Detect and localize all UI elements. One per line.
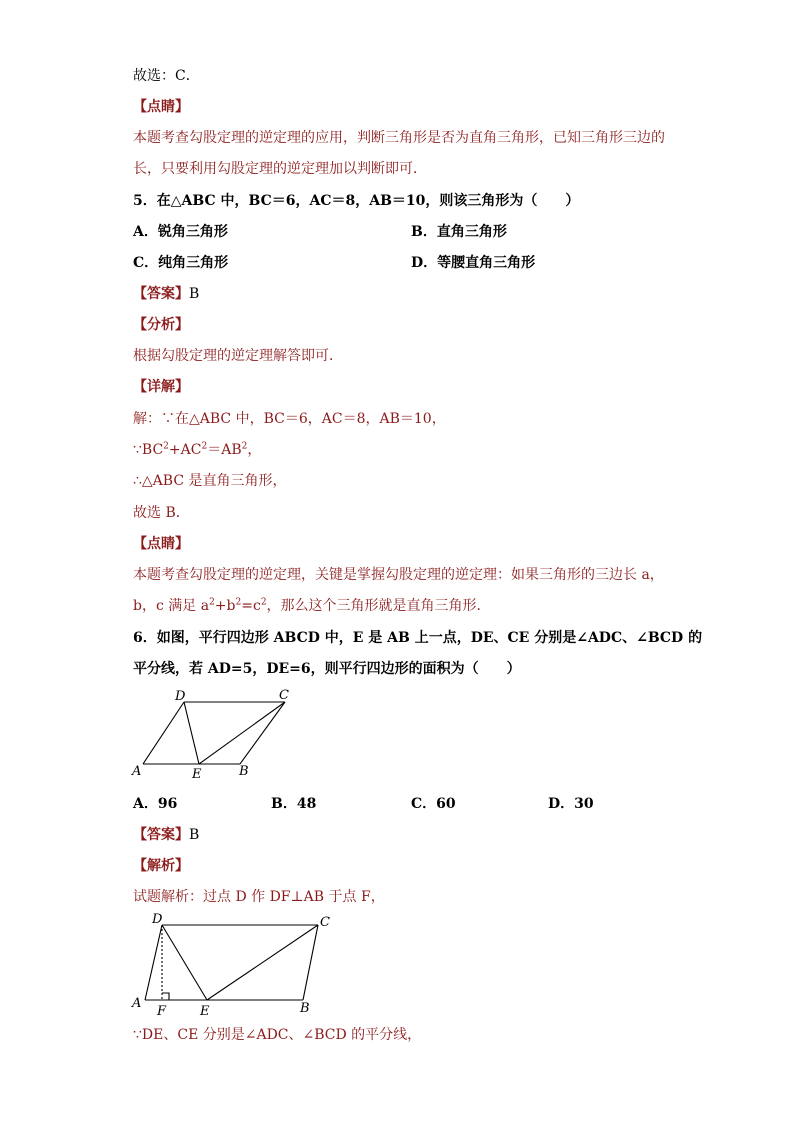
formula-part: ＝AB [207, 442, 242, 458]
answer-tag: 【答案】 [133, 286, 189, 302]
formula-part: ， [247, 442, 262, 458]
formula-part: ，那么这个三角形就是直角三角形． [266, 598, 491, 614]
answer-value: B [189, 286, 200, 302]
q6-option-a: A．96 [133, 796, 178, 812]
q6-option-d: D．30 [548, 796, 594, 812]
edge-bc [303, 925, 318, 1000]
formula-part: ∵BC [133, 442, 164, 458]
question-6-stem-2: 平分线，若 AD=5，DE=6，则平行四边形的面积为（ ） [133, 661, 521, 677]
solution-line-2 [133, 441, 261, 459]
q5-option-b: B．直角三角形 [411, 224, 507, 240]
comment-line-2 [133, 597, 491, 615]
superscript: 2 [260, 597, 267, 608]
label-e: E [200, 1004, 210, 1019]
superscript: 2 [163, 441, 169, 452]
answer-value: B [189, 827, 200, 843]
label-c: C [279, 688, 289, 703]
section-tag-jiexi: 【解析】 [133, 858, 189, 874]
segment-de [162, 925, 207, 1000]
answer-tag: 【答案】 [133, 827, 189, 843]
segment-ce [207, 925, 318, 1000]
question-5-stem: 5．在△ABC 中，BC＝6，AC＝8，AB＝10，则该三角形为（ ） [133, 193, 580, 209]
q6-option-b: B．48 [271, 796, 317, 812]
question-6-stem-1: 6．如图，平行四边形 ABCD 中，E 是 AB 上一点，DE、CE 分别是∠ADC、∠BCD 的 [133, 630, 703, 646]
section-tag-dianjing-2: 【点睛】 [133, 536, 189, 552]
explanation-line-1: 试题解析：过点 D 作 DF⊥AB 于点 F， [133, 889, 385, 905]
explanation-line-2: ∵DE、CE 分别是∠ADC、∠BCD 的平分线， [133, 1027, 422, 1043]
formula-part: b，c 满足 a [133, 598, 210, 614]
label-b: B [239, 764, 249, 779]
q5-option-a: A．锐角三角形 [133, 224, 228, 240]
label-d: D [175, 689, 186, 704]
superscript: 2 [235, 597, 242, 608]
label-a: A [132, 996, 142, 1011]
label-f: F [157, 1004, 167, 1019]
segment-ce [199, 702, 285, 764]
q5-option-c: C．纯角三角形 [133, 255, 229, 271]
comment-line-1: 本题考查勾股定理的逆定理，关键是掌握勾股定理的逆定理：如果三角形的三边长 a， [133, 567, 664, 583]
edge-bc [240, 702, 285, 764]
formula-part: +b [214, 598, 236, 614]
q5-answer [133, 285, 199, 303]
superscript: 2 [201, 441, 208, 452]
solution-line-3: ∴△ABC 是直角三角形， [133, 473, 287, 489]
paragraph-comment-2: 长，只要利用勾股定理的逆定理加以判断即可． [133, 161, 427, 177]
section-tag-fenxi: 【分析】 [133, 317, 189, 333]
superscript: 2 [241, 441, 248, 452]
line-conclusion-c: 故选：C． [133, 68, 200, 84]
label-a: A [132, 764, 142, 779]
parallelogram-figure-1 [128, 686, 298, 781]
edge-da [143, 702, 184, 764]
formula-part: +AC [168, 442, 202, 458]
segment-de [184, 702, 199, 764]
superscript: 2 [209, 597, 215, 608]
q6-answer [133, 826, 199, 844]
section-tag-xiangjie: 【详解】 [133, 379, 189, 395]
edge-da [145, 925, 162, 1000]
q6-option-c: C．60 [411, 796, 456, 812]
solution-line-4: 故选 B． [133, 505, 190, 521]
analysis-text: 根据勾股定理的逆定理解答即可． [133, 348, 343, 364]
section-tag-dianjing: 【点睛】 [133, 99, 189, 115]
q5-option-d: D．等腰直角三角形 [411, 255, 536, 271]
label-d: D [152, 912, 163, 927]
formula-part: =c [241, 598, 261, 614]
label-c: C [320, 915, 330, 930]
right-angle-mark [162, 993, 169, 1000]
solution-line-1: 解：∵在△ABC 中，BC＝6，AC＝8，AB＝10， [133, 411, 446, 427]
parallelogram-figure-2 [128, 908, 344, 1020]
label-e: E [192, 767, 202, 781]
paragraph-comment-1: 本题考查勾股定理的逆定理的应用，判断三角形是否为直角三角形，已知三角形三边的 [133, 130, 665, 146]
label-b: B [300, 1001, 310, 1016]
